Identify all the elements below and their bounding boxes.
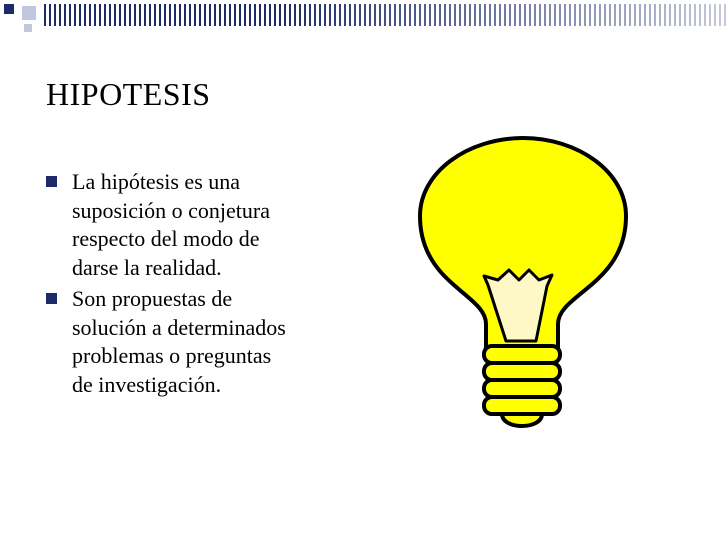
bullet-line: Son propuestas de [72,286,233,311]
decor-square-dark [4,4,14,14]
decor-square-light [22,6,36,20]
bullet-line: de investigación. [72,371,222,397]
light-bulb-icon [418,134,628,440]
top-decoration [0,0,728,40]
bullet-line: problemas o preguntas [72,343,272,368]
bullet-line: solución a determinados [72,314,286,340]
bullet-line: respecto del modo de [72,226,260,251]
decor-square-small [24,24,32,32]
bullet-item [46,285,376,399]
square-bullet-icon [46,293,57,304]
bullet-line: darse la realidad. [72,254,222,280]
bullet-line: suposición o conjetura [72,197,270,223]
bullet-line: La hipótesis es una [72,169,241,194]
bulb-base [484,346,560,426]
bullet-list [46,168,376,402]
striped-banner [44,4,728,26]
bullet-item [46,168,376,282]
square-bullet-icon [46,176,57,187]
slide-title: HIPOTESIS [46,76,211,112]
